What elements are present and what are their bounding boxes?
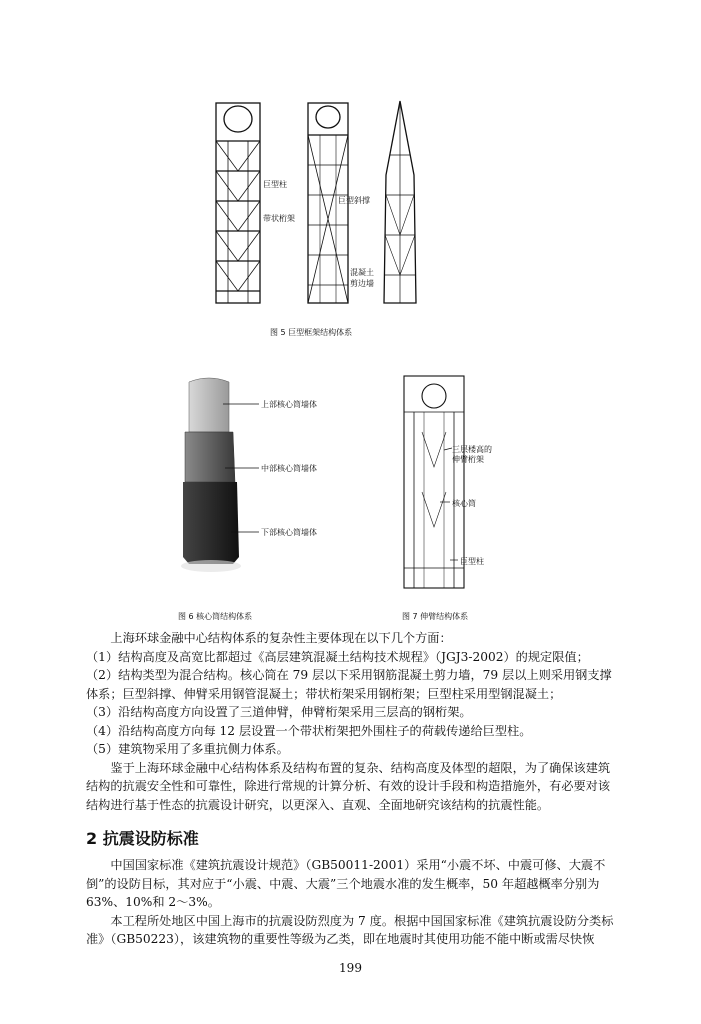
fig7-label-outrigger-1: 三层楼高的 bbox=[452, 445, 492, 454]
list-item-5: （5）建筑物采用了多重抗侧力体系。 bbox=[86, 742, 289, 756]
fig6-label-middle: 中部核心筒墙体 bbox=[261, 464, 317, 473]
list-item-4: （4）沿结构高度方向每 12 层设置一个带状桁架把外围柱子的荷载传递给巨型柱。 bbox=[86, 723, 532, 738]
list-item-3: （3）沿结构高度方向设置了三道伸臂，伸臂桁架采用三层高的钢桁架。 bbox=[86, 705, 472, 719]
figure-5-mega-frame bbox=[200, 95, 420, 310]
section-2-text bbox=[86, 856, 621, 949]
list-item-2: （2）结构类型为混合结构。核心筒在 79 层以下采用钢筋混凝土剪力墙，79 层以上则采用钢支撑体系；巨型斜撑、伸臂采用钢管混凝土；带状桁架采用钢桁架；巨型柱采用型钢混凝土； bbox=[86, 668, 612, 701]
fig7-label-outrigger-2: 伸臂桁架 bbox=[452, 455, 484, 464]
fig6-label-upper: 上部核心筒墙体 bbox=[261, 400, 317, 409]
section-paragraph-1: 中国国家标准《建筑抗震设计规范》（GB50011-2001）采用“小震不坏、中震可修、大震不倒”的设防目标，其对应于“小震、中震、大震”三个地震水准的发生概率，50 年超越概率分别为 63%、10%和 2～3%。 bbox=[86, 858, 606, 909]
summary-paragraph: 鉴于上海环球金融中心结构体系及结构布置的复杂、结构高度及体型的超限，为了确保该建筑结构的抗震安全性和可靠性，除进行常规的计算分析、有效的设计手段和构造措施外，有必要对该结构进行基于性态的抗震设计研究，以更深入、直观、全面地研究该结构的抗震性能。 bbox=[86, 760, 611, 812]
fig5-label-concrete-2: 剪边墙 bbox=[350, 279, 374, 288]
figure-6-caption: 图 6 核心筒结构体系 bbox=[178, 612, 253, 621]
fig5-label-mega-brace: 巨型斜撑 bbox=[338, 196, 370, 205]
list-item-1: （1）结构高度及高宽比都超过《高层建筑混凝土结构技术规程》（JGJ3-2002）的规定限值； bbox=[86, 649, 589, 664]
section-paragraph-2: 本工程所处地区中国上海市的抗震设防烈度为 7 度。根据中国国家标准《建筑抗震设防分类标准》（GB50223），该建筑物的重要性等级为乙类，即在地震时其使用功能不能中断或需尽快恢 bbox=[86, 913, 614, 946]
fig6-label-lower: 下部核心筒墙体 bbox=[261, 528, 317, 537]
figure-7-caption: 图 7 伸臂结构体系 bbox=[402, 612, 469, 621]
figure-7-outrigger bbox=[400, 372, 530, 597]
fig5-label-mega-column: 巨型柱 bbox=[263, 180, 287, 189]
figure-5-caption: 图 5 巨型框架结构体系 bbox=[270, 328, 353, 337]
intro-paragraph: 上海环球金融中心结构体系的复杂性主要体现在以下几个方面： bbox=[110, 631, 452, 645]
figure-6-core-tube bbox=[175, 372, 355, 602]
page-number: 199 bbox=[339, 961, 362, 975]
fig5-label-belt-truss: 带状桁架 bbox=[263, 214, 295, 223]
figure-5-drawing bbox=[200, 95, 420, 310]
fig7-label-mega-column: 巨型柱 bbox=[460, 557, 484, 566]
section-heading: 2 抗震设防标准 bbox=[86, 829, 199, 848]
fig7-label-core: 核心筒 bbox=[452, 499, 476, 508]
fig5-label-concrete-1: 混凝土 bbox=[350, 268, 374, 277]
structure-complexity-list bbox=[86, 629, 621, 814]
